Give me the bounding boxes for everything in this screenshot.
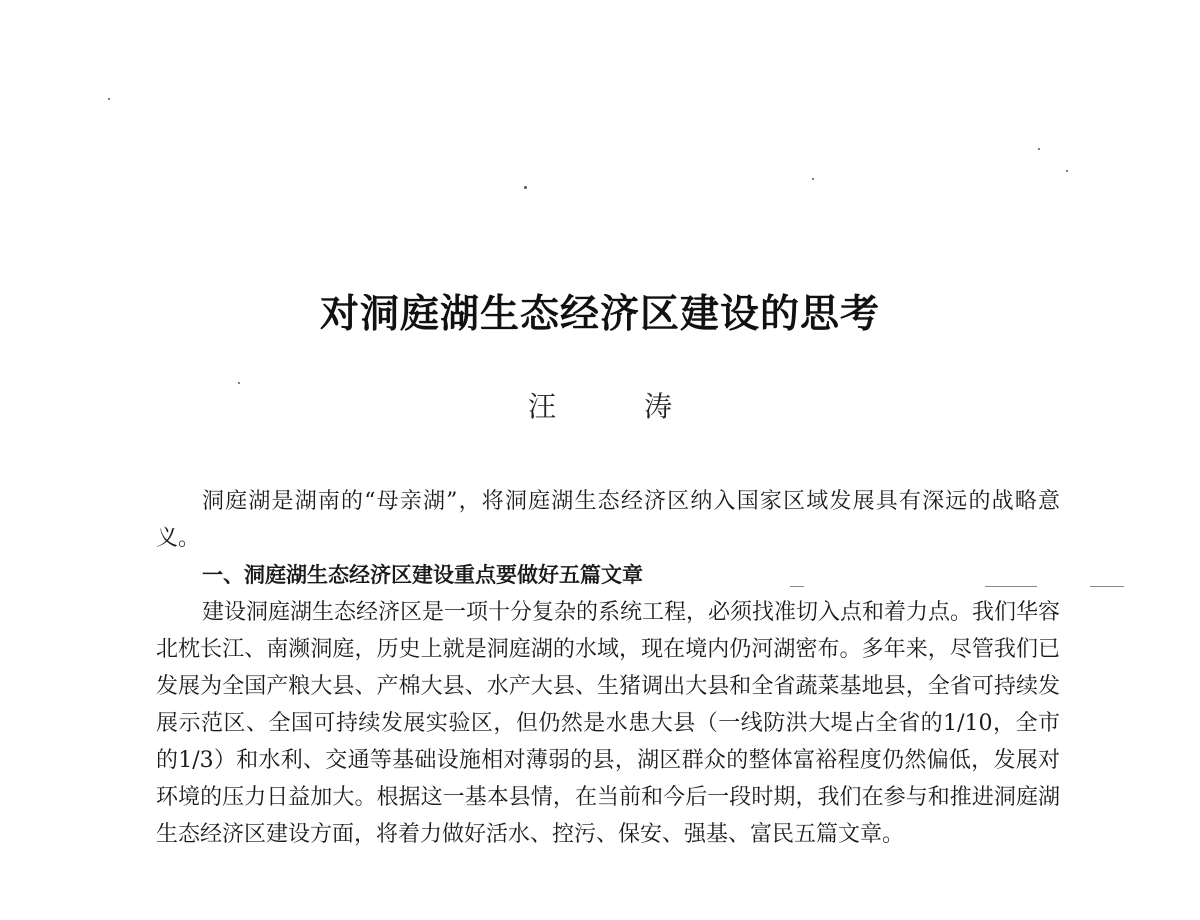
scan-mark [1090,586,1124,587]
scan-speck [812,178,814,180]
intro-paragraph: 洞庭湖是湖南的“母亲湖”，将洞庭湖生态经济区纳入国家区域发展具有深远的战略意义。 [156,489,1060,551]
document-title: 对洞庭湖生态经济区建设的思考 [319,291,880,337]
body-paragraph: 建设洞庭湖生态经济区是一项十分复杂的系统工程，必须找准切入点和着力点。我们华容北枕长江、南濒洞庭，历史上就是洞庭湖的水域，现在境内仍河湖密布。多年来，尽管我们已发展为全国产粮大县、产棉大县、水产大县、生猪调出大县和全省蔬菜基地县，全省可持续发展示范区、全国可持续发展实验区，但仍然是水患大县（一线防洪大堤占全省的1/10，全市的1/3）和水利、交通等基础设施相对薄弱的县，湖区群众的整体富裕程度仍然偏低，发展对环境的压力日益加大。根据这一基本县情，在当前和今后一段时期，我们在参与和推进洞庭湖生态经济区建设方面，将着力做好活水、控污、保安、强基、富民五篇文章。 [156,600,1061,847]
scan-speck [108,98,110,100]
scan-speck [1038,148,1040,150]
author-name: 汪 涛 [527,390,702,423]
scan-speck [1066,170,1068,172]
scan-speck [524,186,527,189]
section-heading: 一、洞庭湖生态经济区建设重点要做好五篇文章 [202,563,643,587]
scan-speck [238,382,240,384]
document-body [156,483,1060,853]
